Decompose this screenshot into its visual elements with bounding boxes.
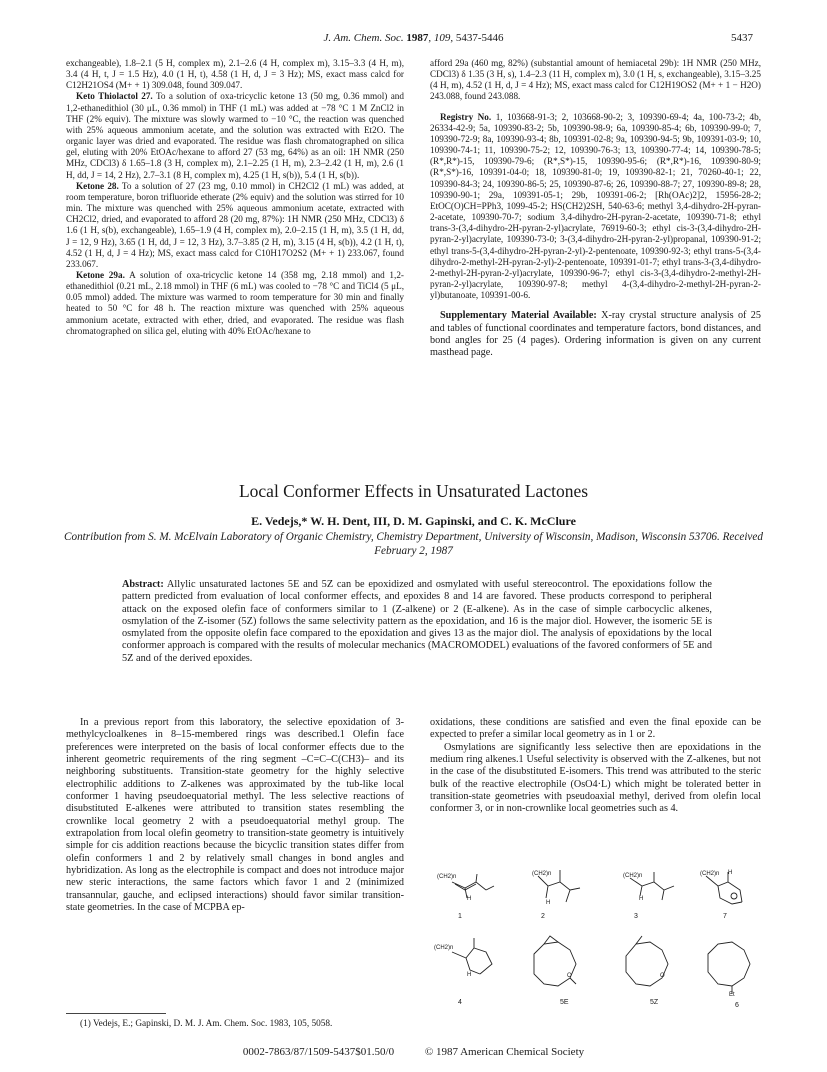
compound-label-5e: 5E — [560, 999, 569, 1006]
structure-1-drawing — [452, 874, 494, 898]
compound-label-6: 6 — [735, 1002, 739, 1009]
structure-1-h: H — [467, 896, 472, 902]
journal-year: 1987 — [406, 32, 429, 44]
compound-heading: Ketone 29a. — [76, 269, 125, 280]
article-title: Local Conformer Effects in Unsaturated Lactones — [238, 481, 589, 501]
paragraph-text: A solution of oxa-tricyclic ketone 14 (358 mg, 2.18 mmol) and 1,2-ethanedithiol (0.21 mL, 2.18 mmol) in THF (6 mL) was cooled to −78 °C and TiCl4 (5 μL, 0.05 mmol) added. The mixture was warmed to room temperature for 30 min and finally heated to 50 °C for 48 h. The reaction mixture was quenched with 25% aqueous ammonium acetate, extracted with ether, dried, and evaporated. The residue was flash chromatographed on silica gel, eluting with 40% EtOAc/hexane to — [66, 269, 404, 336]
compound-label-4: 4 — [458, 999, 462, 1006]
paragraph-text: To a solution of 27 (23 mg, 0.10 mmol) in CH2Cl2 (1 mL) was added, at room temperature, boron trifluoride etherate (2% equiv) and the solution was stirred for 10 min. The mixture was quenched with 25% aqueous ammonium acetate, extracted with CH2Cl2, dried, and evaporated to afford 28 (20 mg, 87%): 1H NMR (250 MHz, CDCl3) δ 1.6 (1 H, s(b), exchangeable), 1.65–1.9 (4 H, complex m), 2.0–2.15 (1 H, m), 3.5 (1 H, dd, J = 12, 9 Hz), 3.65 (1 H, dd, J = 12, 3 Hz), 3.7–3.85 (2 H, m), 3.15 (4 H, s(b)), 4.2 (1 H, t), 4.52 (1 H, d, J = 4 Hz); MS, exact mass calcd for C10H17O2S2 (M+ + 1) 233.067, found 233.067. — [66, 180, 404, 269]
structure-3-substituent: (CH2)n — [623, 873, 643, 879]
paragraph-nmr-continued: exchangeable), 1.8–2.1 (5 H, complex m), 2.1–2.6 (4 H, complex m), 3.15–3.3 (4 H, m), 3.4 (4 H, t, J = 1.5 Hz), 4.0 (1 H, t), 4.58 (1 H, d, J = 3 Hz); MS, exact mass calcd for C12H21OS4 (M+ + 1) 309.048, found 309.047. — [66, 58, 404, 91]
paragraph-29a-continued: afford 29a (460 mg, 82%) (substantial amount of hemiacetal 29b): 1H NMR (250 MHz, CDCl3) δ 1.35 (3 H, s), 1.4–2.3 (11 H, complex m), 3.0 (1 H, s, exchangeable), 3.15–3.25 (4 H, m), 4.52 (1 H, d, J = 4 Hz); MS, exact mass calcd for C12H19OS2 (M+ + 1 − H2O) 243.088, found 243.088. — [430, 58, 761, 102]
compound-label-1: 1 — [458, 913, 462, 920]
structure-2-h: H — [546, 900, 551, 906]
paragraph-supplementary — [430, 310, 761, 359]
compound-label-7: 7 — [723, 913, 727, 920]
structure-4-substituent: (CH2)n — [434, 945, 454, 951]
bottom-line — [0, 1046, 827, 1058]
intro-right-column — [430, 717, 761, 816]
compound-label-3: 3 — [634, 913, 638, 920]
intro-left-column — [66, 717, 404, 915]
registry-heading: Registry No. — [440, 111, 492, 122]
journal-pages: 5437-5446 — [455, 32, 504, 44]
abstract — [122, 579, 712, 665]
supplementary-text: X-ray crystal structure analysis of 25 and tables of functional coordinates and temperature factors, bond distances, and bond angles for 25 (4 pages). Ordering information is given on any current masthead page. — [430, 310, 761, 359]
article-code: 0002-7863/87/1509-5437$01.50/0 — [242, 1046, 395, 1058]
structure-6-drawing — [708, 942, 750, 994]
structure-1-substituent: (CH2)n — [437, 874, 457, 880]
intro-paragraph-1: In a previous report from this laboratory, the selective epoxidation of 3-methylcycloalkenes in 8–15-membered rings was described.1 Olefin face preferences were interpreted on the basis of local conformer effects due to the inherent geometric requirements of the ring segment –C=C–C(CH3)– and its neighboring substituents. Transition-state geometry for the highly selective electrophilic additions to Z-alkenes was approximated by the tub-like local conformer 1 having pseudoequatorial methyl. The less selective reactions of disubstituted E-alkenes were attributed to transition states resembling the crownlike local geometry 2 with a pseudoequatorial methyl group. The extrapolation from local olefin geometry to transition-state geometry is intuitively simple for cis addition reactions because the bicyclic transition states differ from olefin conformers 1 and 2 by relatively small changes in bond angles and hybridization. As long as the electrophile is compact and does not introduce major new steric interactions, the same factors which favor 1 and 2 (minimized transannular, gauche, and eclipsed interactions) should favor similar transition-state geometries. In the case of MCPBA ep- — [66, 717, 404, 914]
structure-4-h: H — [467, 972, 472, 978]
paragraph-keto-thiolactol — [66, 91, 404, 180]
structure-5z-o: O — [660, 973, 665, 979]
structure-6-et: Et — [729, 992, 735, 998]
footnote-rule — [66, 1013, 166, 1014]
journal-volume: 109 — [433, 32, 451, 44]
structure-2-substituent: (CH2)n — [532, 871, 552, 877]
supplementary-heading: Supplementary Material Available: — [440, 310, 597, 322]
experimental-right-column — [430, 58, 761, 359]
structure-7-substituent: (CH2)n — [700, 871, 720, 877]
paragraph-ketone-29a — [66, 270, 404, 337]
footnote: (1) Vedejs, E.; Gapinski, D. M. J. Am. Chem. Soc. 1983, 105, 5058. — [80, 1019, 333, 1029]
paragraph-text: To a solution of oxa-tricyclic ketone 13 (50 mg, 0.36 mmol) and 1,2-ethanedithiol (30 μL, 0.36 mmol) in THF (1 mL) was added at −78 °C 1 M ZnCl2 in THF (2% equiv). The mixture was slowly warmed to −10 °C, the reaction was quenched with 25% aqueous ammonium acetate, and the solution was extracted with Et2O. The organic layer was dried and evaporated. The residue was flash chromatographed on silica gel, eluting with 20% EtOAc/hexane to afford 27 (53 mg, 64%) as an oil: 1H NMR (250 MHz, CDCl3) δ 1.65–1.8 (3 H, complex m), 2.1–2.25 (1 H, m), 2.3–2.42 (1 H, m), 2.6 (1 H, dd, J = 14, 2 Hz), 2.7–3.1 (8 H, complex m), 4.25 (1 H, s(b)), 5.4 (1 H, s(b)). — [66, 91, 404, 180]
copyright-notice: © 1987 American Chemical Society — [424, 1046, 585, 1058]
page-number: 5437 — [731, 32, 753, 44]
experimental-left-column — [66, 58, 404, 337]
supplementary-block — [430, 310, 761, 359]
structure-4-drawing — [452, 938, 492, 974]
article-affiliation: Contribution from S. M. McElvain Laboratory of Organic Chemistry, Chemistry Department, University of Wisconsin, Madison, Wisconsin 53706. Received February 2, 1987 — [64, 531, 763, 557]
compound-heading: Keto Thiolactol 27. — [76, 91, 153, 102]
structure-5e-o: O — [567, 973, 572, 979]
abstract-text: Allylic unsaturated lactones 5E and 5Z can be epoxidized and osmylated with useful stereocontrol. The epoxidations follow the pattern predicted from evaluation of local conformer effects, and epoxides 8 and 14 are favored. These products correspond to peripheral attack on the exposed olefin face of conformers similar to 1 (Z-alkene) or 2 (E-alkene). As in the case of simple carbocyclic alkenes, osmylation of the Z-isomer (5Z) follows the same selectivity pattern as the epoxidation, and 16 is the major diol. However, the isomeric 5E is osmylated from the opposite olefin face compared to the epoxidation and gives 13 as the major diol. The analysis of epoxidations by the local conformer approach is compared with the results of molecular mechanics (MACROMODEL) evaluations of the favored conformers of 5E and 5Z and of the derived epoxides. — [122, 579, 712, 664]
paragraph-ketone-28 — [66, 181, 404, 270]
paragraph-registry — [430, 112, 761, 302]
journal-name: J. Am. Chem. Soc. — [323, 32, 404, 44]
compound-label-2: 2 — [541, 913, 545, 920]
structure-3-h: H — [639, 896, 644, 902]
journal-citation: J. Am. Chem. Soc. 1987, 109, 5437-5446 — [323, 32, 504, 44]
structure-7-h: H — [728, 870, 733, 876]
running-header — [0, 32, 827, 50]
registry-block — [430, 112, 761, 302]
intro-paragraph-2: oxidations, these conditions are satisfied and even the final epoxide can be expected to prefer a similar local geometry as in 1 or 2. — [430, 717, 761, 741]
abstract-heading: Abstract: — [122, 579, 164, 590]
intro-paragraph-3: Osmylations are significantly less selective then are epoxidations in the medium ring alkenes.1 Useful selectivity is observed with the Z-alkenes, but not in the case of the disubstituted E-isomers. This trend was attributed to the steric bulk of the reactive electrophile (OsO4·L) which might be tolerated better in transition-state geometries with pseudoaxial methyl, derived from olefin local conformer 3, or in non-crownlike local geometries such as 4. — [430, 741, 761, 815]
registry-text: 1, 103668-91-3; 2, 103668-90-2; 3, 109390-69-4; 4a, 100-73-2; 4b, 26334-42-9; 5a, 109390-83-2; 5b, 109390-98-9; 6a, 109390-85-4; 6b, 109390-99-0; 7, 109390-72-9; 8a, 109390-93-4; 8b, 109391-02-8; 9a, 109390-94-5; 9b, 109391-03-9; 10, 109390-74-1; 11, 109390-75-2; 12, 109390-76-3; 13, 109390-77-4; 14, 109390-78-5; (R*,R*)-15, 109390-79-6; (R*,S*)-15, 109390-95-6; (R*,R*)-16, 109390-80-9; (R*,S*)-16, 109391-04-0; 18, 109390-81-0; 19, 109390-82-1; 21, 70260-40-1; 22, 109390-84-3; 24, 109390-86-5; 25, 109390-87-6; 26, 109390-88-7; 27, 109390-89-8; 28, 109390-90-1; 29a, 109391-05-1; 29b, 109391-06-2; [Rh(OAc)2]2, 15956-28-2; EtOC(O)CH=PPh3, 1099-45-2; HS(CH2)2SH, 540-63-6; methyl 3,4-dihydro-2H-pyran-2-acetate, 109390-70-7; sodium 3,4-dihydro-2H-pyran-2-acetate, 109390-71-8; ethyl trans-3-(3,4-dihydro-2H-pyran-2-yl)acrylate, 76919-60-3; ethyl cis-3-(3,4-dihydro-2H-pyran-2-yl)acrylate, 109390-73-0; 3-(3,4-dihydro-2H-pyran-2-yl)propanal, 109390-91-2; ethyl trans-5-(3,4-dihydro-2H-pyran-2-yl)-2-pentenoate, 109390-92-3; ethyl trans-5-(3,4-dihydro-2-methyl-2H-pyran-2-yl)-2-pentenoate, 109391-01-7; ethyl trans-3-(3,4-dihydro-2-methyl-2H-pyran-2-yl)acrylate, 109390-96-7; ethyl cis-3-(3,4-dihydro-2-methyl-2H-pyran-2-yl)acrylate, 109390-97-8; methyl 4-(3,4-dihydro-2-methyl-2H-pyran-2-yl)butanoate, 109391-00-6. — [430, 111, 762, 301]
article-authors: E. Vedejs,* W. H. Dent, III, D. M. Gapinski, and C. K. McClure — [251, 514, 576, 528]
compound-label-5z: 5Z — [650, 999, 659, 1006]
compound-heading: Ketone 28. — [76, 180, 119, 191]
